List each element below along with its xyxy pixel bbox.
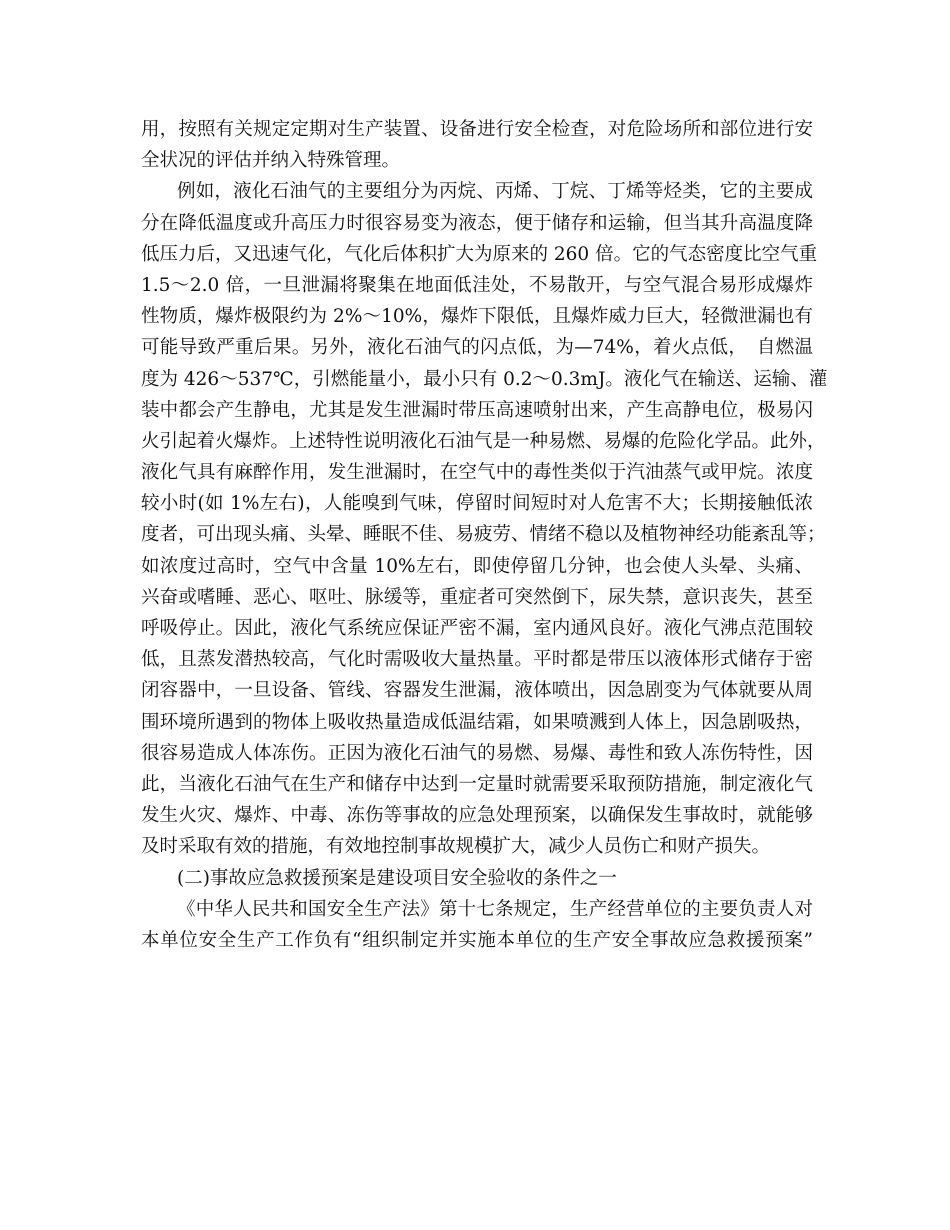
text-line-27: 本单位安全生产工作负有“组织制定并实施本单位的生产安全事故应急救援预案” bbox=[141, 929, 813, 951]
text-line-6: 1.5～2.0 倍，一旦泄漏将聚集在地面低洼处，不易散开，与空气混合易形成爆炸 bbox=[141, 274, 813, 296]
text-line-14: 度者，可出现头痛、头晕、睡眠不佳、易疲劳、情绪不稳以及植物神经功能紊乱等； bbox=[141, 524, 826, 546]
text-line-2: 全状况的评估并纳入特殊管理。 bbox=[141, 150, 401, 172]
text-line-7: 性物质，爆炸极限约为 2%～10%，爆炸下限低，且爆炸威力巨大，轻微泄漏也有 bbox=[141, 306, 813, 328]
text-line-22: 此，当液化石油气在生产和储存中达到一定量时就需要采取预防措施，制定液化气 bbox=[141, 773, 813, 795]
text-line-5: 低压力后，又迅速气化，气化后体积扩大为原来的 260 倍。它的气态密度比空气重 bbox=[141, 243, 818, 265]
text-line-26: 《中华人民共和国安全生产法》第十七条规定，生产经营单位的主要负责人对 bbox=[177, 898, 813, 920]
text-line-8: 可能导致严重后果。另外，液化石油气的闪点低，为—74%，着火点低， 自燃温 bbox=[141, 337, 813, 359]
text-line-19: 闭容器中，一旦设备、管线、容器发生泄漏，液体喷出，因急剧变为气体就要从周 bbox=[141, 680, 813, 702]
text-line-16: 兴奋或嗜睡、恶心、呕吐、脉缓等，重症者可突然倒下，尿失禁，意识丧失，甚至 bbox=[141, 586, 813, 608]
text-line-23: 发生火灾、爆炸、中毒、冻伤等事故的应急处理预案，以确保发生事故时，就能够 bbox=[141, 805, 813, 827]
document-body bbox=[141, 114, 828, 956]
text-line-20: 围环境所遇到的物体上吸收热量造成低温结霜，如果喷溅到人体上，因急剧吸热， bbox=[141, 711, 813, 733]
text-line-15: 如浓度过高时，空气中含量 10%左右，即使停留几分钟，也会使人头晕、头痛、 bbox=[141, 555, 813, 577]
text-line-3: 例如，液化石油气的主要组分为丙烷、丙烯、丁烷、丁烯等烃类，它的主要成 bbox=[177, 181, 813, 203]
text-line-13: 较小时(如 1%左右)，人能嗅到气味，停留时间短时对人危害不大；长期接触低浓 bbox=[141, 493, 813, 515]
text-line-11: 火引起着火爆炸。上述特性说明液化石油气是一种易燃、易爆的危险化学品。此外， bbox=[141, 430, 826, 452]
text-line-9: 度为 426～537℃，引燃能量小，最小只有 0.2～0.3mJ。液化气在输送、运输、灌 bbox=[141, 368, 828, 390]
text-line-4: 分在降低温度或升高压力时很容易变为液态，便于储存和运输，但当其升高温度降 bbox=[141, 212, 813, 234]
text-line-10: 装中都会产生静电，尤其是发生泄漏时带压高速喷射出来，产生高静电位，极易闪 bbox=[141, 399, 813, 421]
section-heading-2: (二)事故应急救援预案是建设项目安全验收的条件之一 bbox=[177, 867, 617, 889]
text-line-12: 液化气具有麻醉作用，发生泄漏时，在空气中的毒性类似于汽油蒸气或甲烷。浓度 bbox=[141, 462, 813, 484]
text-line-17: 呼吸停止。因此，液化气系统应保证严密不漏，室内通风良好。液化气沸点范围较 bbox=[141, 618, 813, 639]
text-line-18: 低，且蒸发潜热较高，气化时需吸收大量热量。平时都是带压以液体形式储存于密 bbox=[141, 649, 813, 671]
text-line-24: 及时采取有效的措施，有效地控制事故规模扩大，减少人员伤亡和财产损失。 bbox=[141, 836, 771, 858]
text-line-21: 很容易造成人体冻伤。正因为液化石油气的易燃、易爆、毒性和致人冻伤特性，因 bbox=[141, 742, 813, 764]
text-line-1: 用，按照有关规定定期对生产装置、设备进行安全检查，对危险场所和部位进行安 bbox=[141, 119, 813, 140]
